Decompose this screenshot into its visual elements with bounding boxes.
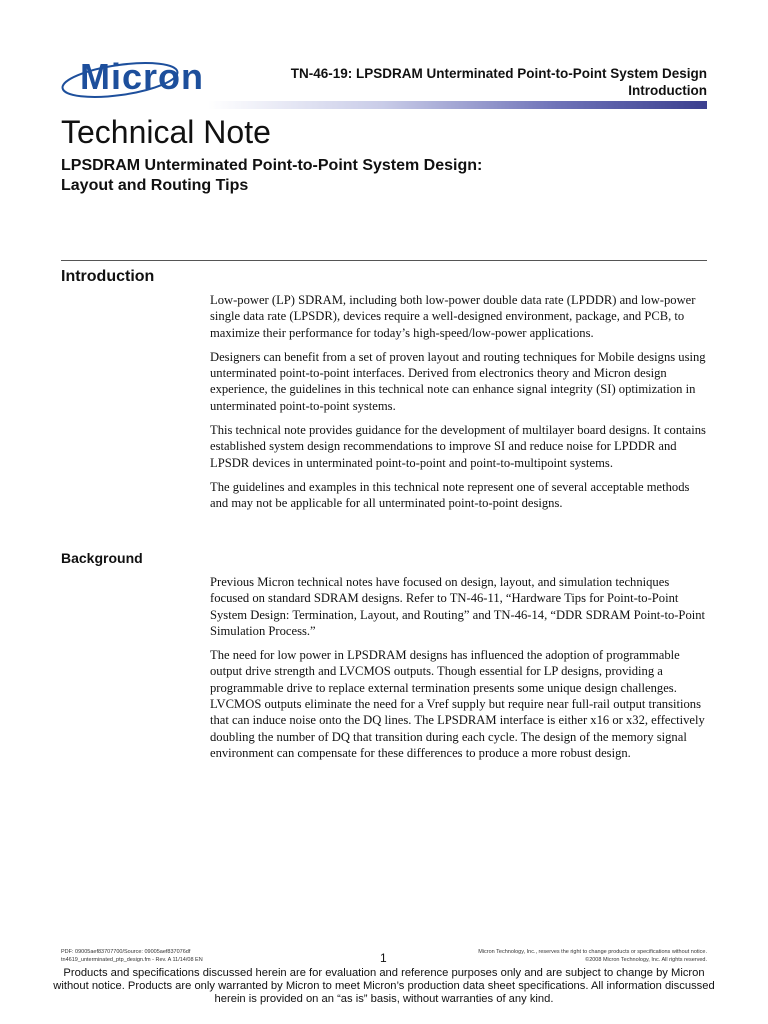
background-body bbox=[210, 574, 708, 769]
intro-paragraph: Designers can benefit from a set of proven layout and routing techniques for Mobile designs using unterminated point-to-point interfaces. Derived from electronics theory and Micron design experience, the guidelines in this technical note can enhance signal integrity (SI) optimization in unterminated point-to-point systems. bbox=[210, 349, 706, 413]
header-title bbox=[291, 65, 707, 99]
subtitle-line2: Layout and Routing Tips bbox=[61, 177, 249, 194]
intro-paragraph: The guidelines and examples in this technical note represent one of several acceptable methods and may not be applicable for all unterminated point-to-point designs. bbox=[210, 479, 690, 511]
document-subtitle bbox=[61, 156, 661, 196]
intro-paragraph: Low-power (LP) SDRAM, including both low-power double data rate (LPDDR) and low-power single data rate (LPSDR), devices require a well-designed environment, package, and PCB, to maximize their performance for today’s high-speed/low-power applications. bbox=[210, 293, 696, 340]
background-paragraph: Previous Micron technical notes have focused on design, layout, and simulation techniques focused on standard SDRAM designs. Refer to TN-46-11, “Hardware Tips for Point-to-Point System Design: Termination, Layout, and Routing” and TN-46-14, “DDR SDRAM Point-to-Point Simulation Process.” bbox=[210, 575, 706, 638]
footer-rights-notice: Micron Technology, Inc., reserves the right to change products or specifications without notice. bbox=[478, 949, 707, 955]
page-number: 1 bbox=[380, 951, 387, 965]
background-heading: Background bbox=[61, 550, 143, 566]
footer-disclaimer: Products and specifications discussed herein are for evaluation and reference purposes only and are subject to change by Micron without notice. Products are only warranted by Micron to meet Micron’s production data sheet specifications. All information discussed herein is provided on an “as is” basis, without warranties of any kind. bbox=[53, 967, 715, 1005]
intro-paragraph: This technical note provides guidance for the development of multilayer board designs. It contains established system design recommendations to improve SI and reduce noise for LPDDR and LPSDR devices in unterminated point-to-point and point-to-multipoint systems. bbox=[210, 423, 706, 470]
footer-copyright bbox=[478, 948, 707, 964]
footer-source-info bbox=[61, 948, 203, 964]
footer-copyright-line: ©2008 Micron Technology, Inc. All rights reserved. bbox=[585, 957, 707, 963]
introduction-heading: Introduction bbox=[61, 268, 155, 285]
logo-text: Micron bbox=[80, 56, 205, 97]
subtitle-line1: LPSDRAM Unterminated Point-to-Point System Design: bbox=[61, 157, 483, 174]
footer-pdf-source: PDF: 09005aef83707700/Source: 09005aef837076df bbox=[61, 949, 191, 955]
document-title: Technical Note bbox=[61, 114, 271, 150]
section-divider bbox=[61, 260, 707, 261]
header-title-line2: Introduction bbox=[628, 83, 707, 98]
introduction-body bbox=[210, 292, 708, 520]
background-paragraph: The need for low power in LPSDRAM designs has influenced the adoption of programmable output drive strength and LVCMOS outputs. Though essential for LP designs, providing a programmable drive to replace external termination presents some unique design challenges. LVCMOS outputs eliminate the need for a Vref supply but require near full-rail output transitions that can induce noise onto the DQ lines. The LPSDRAM interface is either x16 or x32, effectively doubling the number of DQ that transition during each cycle. The design of the memory signal environment can compensate for these differences to produce a more robust design. bbox=[210, 648, 705, 760]
header-title-line1: TN-46-19: LPSDRAM Unterminated Point-to-Point System Design bbox=[290, 66, 707, 81]
footer-file-revision: tn4619_unterminated_ptp_design.fm - Rev. A 11/14/08 EN bbox=[61, 957, 203, 963]
header-gradient-bar bbox=[208, 101, 707, 109]
